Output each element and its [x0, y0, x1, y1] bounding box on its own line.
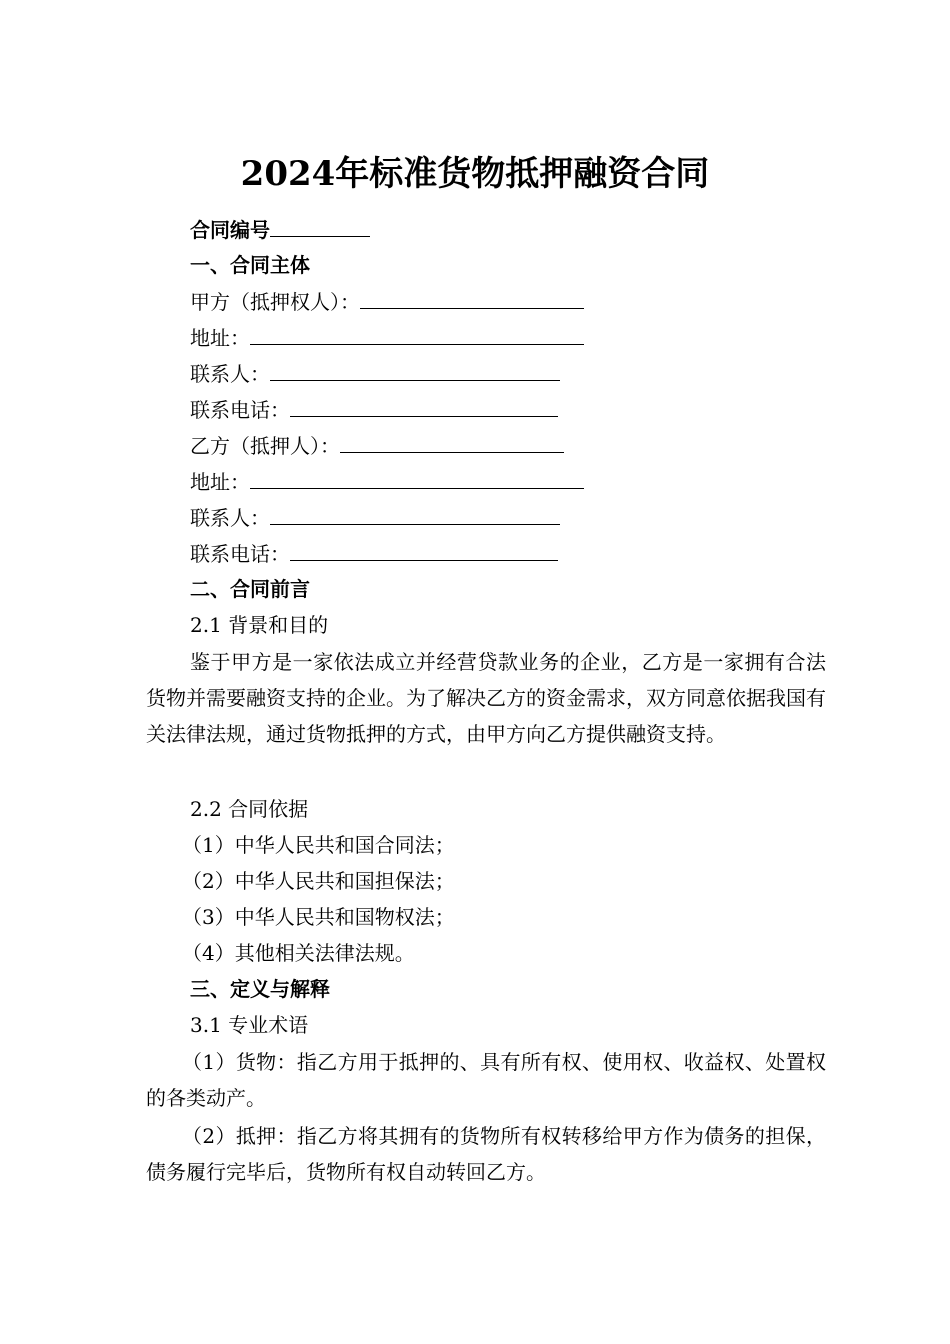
- legal-basis-item: （4）其他相关法律法规。: [182, 941, 415, 965]
- party-b-address-label: 地址：: [190, 470, 250, 494]
- party-a-phone-label: 联系电话：: [190, 398, 290, 422]
- subsection-2-2: 2.2 合同依据: [190, 797, 309, 821]
- legal-basis-item: （2）中华人民共和国担保法；: [182, 869, 455, 893]
- party-a-contact-label: 联系人：: [190, 362, 270, 386]
- section-2-heading: 二、合同前言: [190, 577, 310, 601]
- subsection-2-1: 2.1 背景和目的: [190, 613, 329, 637]
- definition-mortgage: （2）抵押：指乙方将其拥有的货物所有权转移给甲方作为债务的担保，债务履行完毕后，货物所有权自动转回乙方。: [146, 1124, 826, 1184]
- party-a-label: 甲方（抵押权人）：: [190, 290, 360, 314]
- party-b-line: [190, 430, 564, 461]
- party-b-address-blank[interactable]: [250, 466, 584, 489]
- party-b-label: 乙方（抵押人）：: [190, 434, 340, 458]
- party-b-blank[interactable]: [340, 430, 564, 453]
- party-a-address-line: [190, 322, 584, 353]
- legal-basis-item: （1）中华人民共和国合同法；: [182, 833, 455, 857]
- party-b-contact-line: [190, 502, 560, 533]
- document-title: 2024年标准货物抵押融资合同: [240, 154, 710, 194]
- party-a-line: [190, 286, 584, 317]
- party-a-address-blank[interactable]: [250, 322, 584, 345]
- party-a-contact-blank[interactable]: [270, 358, 560, 381]
- background-paragraph: 鉴于甲方是一家依法成立并经营贷款业务的企业，乙方是一家拥有合法货物并需要融资支持的企业。为了解决乙方的资金需求，双方同意依据我国有关法律法规，通过货物抵押的方式，由甲方向乙方提供融资支持。: [146, 650, 826, 746]
- section-1-heading: 一、合同主体: [190, 253, 310, 277]
- contract-number-blank[interactable]: [270, 214, 370, 237]
- party-b-address-line: [190, 466, 584, 497]
- party-b-phone-label: 联系电话：: [190, 542, 290, 566]
- legal-basis-item: （3）中华人民共和国物权法；: [182, 905, 455, 929]
- party-a-phone-blank[interactable]: [290, 394, 558, 417]
- definition-goods: （1）货物：指乙方用于抵押的、具有所有权、使用权、收益权、处置权的各类动产。: [146, 1050, 826, 1110]
- section-3-heading: 三、定义与解释: [190, 977, 330, 1001]
- contract-number-label: 合同编号: [190, 218, 270, 242]
- party-a-contact-line: [190, 358, 560, 389]
- party-b-contact-label: 联系人：: [190, 506, 270, 530]
- contract-number-line: [190, 214, 370, 245]
- party-b-phone-line: [190, 538, 558, 569]
- party-b-contact-blank[interactable]: [270, 502, 560, 525]
- party-a-address-label: 地址：: [190, 326, 250, 350]
- subsection-3-1: 3.1 专业术语: [190, 1013, 309, 1037]
- party-b-phone-blank[interactable]: [290, 538, 558, 561]
- party-a-phone-line: [190, 394, 558, 425]
- party-a-blank[interactable]: [360, 286, 584, 309]
